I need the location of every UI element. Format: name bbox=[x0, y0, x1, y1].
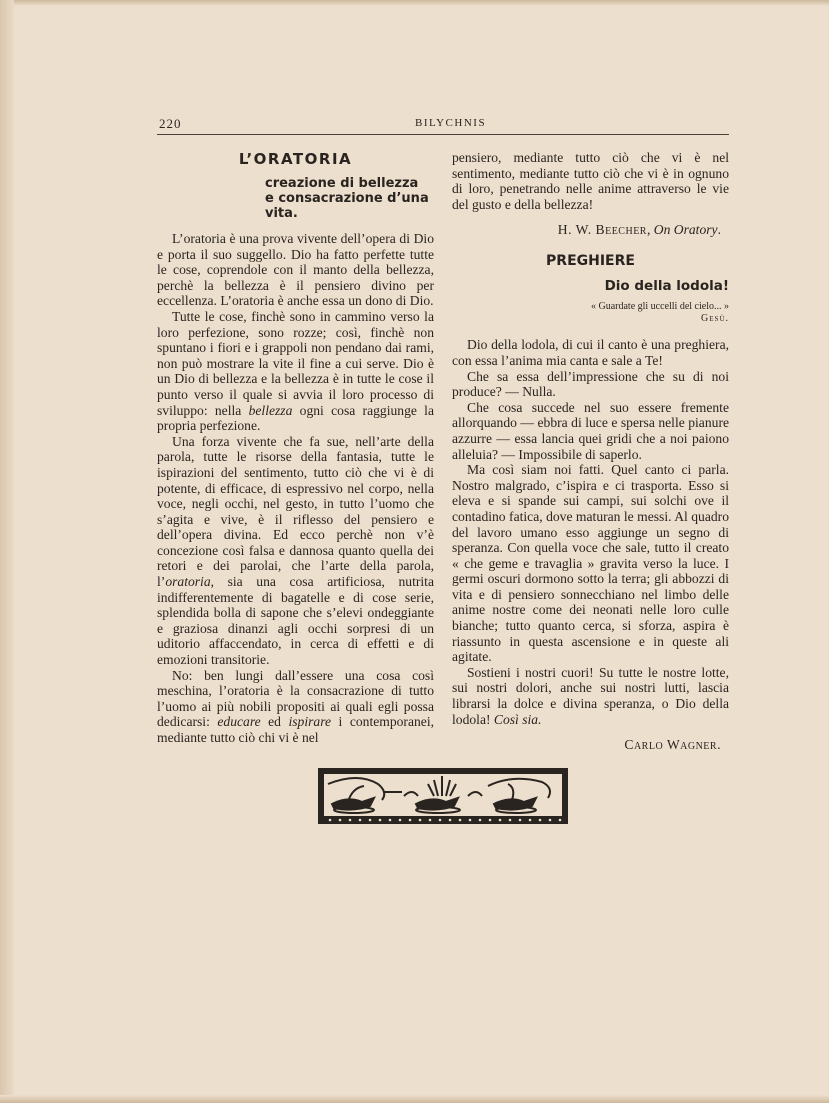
prayer-paragraph-5-emphasis: Così sia. bbox=[493, 711, 542, 727]
prayer-paragraph-1: Dio della lodola, di cui il canto è una preghiera, con essa l’anima mia canta e sale a Te! bbox=[452, 337, 729, 368]
section-subheading: Dio della lodola! bbox=[604, 278, 729, 295]
page-edge-top bbox=[0, 0, 829, 6]
left-column bbox=[157, 150, 434, 746]
epigraph-author: Gesù. bbox=[701, 313, 729, 325]
paragraph-3 bbox=[157, 434, 434, 668]
paragraph-2 bbox=[157, 309, 434, 434]
prayer-paragraph-2: Che sa essa dell’impressione che su di noi produce? — Nulla. bbox=[452, 368, 729, 400]
paragraph-continuation: pensiero, mediante tutto ciò che vi è nel sentimento, mediante tutto ciò che vi è in ognuno di loro, penetrando nelle anime attraverso le vie del gusto e della bellezza! bbox=[452, 150, 729, 212]
paragraph-4-text-mid: ed bbox=[260, 714, 289, 730]
paragraph-4-text-a: No: ben lungi dall’essere una cosa così meschina, l’oratoria è la consacrazione di tutto l’uomo ai più nobili propositi ai quali egli possa dedicarsi: bbox=[157, 667, 434, 730]
paragraph-4-emphasis-2: ispirare bbox=[288, 714, 332, 730]
paragraph-3-text-b: , sia una cosa artificiosa, nutrita indifferentemente di bagatelle e di cose serie, splendida bolla di sapone che s’elevi ondeggiante e graziosa dinanzi agli occhi sorpresi di un uditorio affaccendato, in cerca di effetti e di emozioni transitorie. bbox=[157, 574, 434, 668]
signature-separator: , bbox=[646, 222, 654, 238]
running-title: BILYCHNIS bbox=[415, 117, 487, 129]
paragraph-2-emphasis: bellezza bbox=[248, 402, 293, 418]
section-heading: PREGHIERE bbox=[546, 253, 635, 270]
paragraph-4-emphasis-1: educare bbox=[217, 714, 261, 730]
article-subtitle bbox=[157, 176, 434, 221]
paragraph-3-text-a: Una forza vivente che fa sue, nell’arte della parola, tutte le risorse della fantasia, tutte le ispirazioni del sentimento, tutto ciò che vi è di potente, di efficace, di espressivo nel corpo, nella voce, negli occhi, nel gesto, in tutto l’uomo che s’agita e vive, è il riflesso del pensiero e dell’opera divina. Ed ecco perchè non v’è concezione così falsa e dannosa quanto quella dei retori e dei parolai, che l’arte della parola, l’ bbox=[157, 433, 434, 590]
paragraph-1: L’oratoria è una prova vivente dell’opera di Dio e porta il suo suggello. Dio ha fatto perfette tutte le cose, coprendole con il manto della bellezza, perchè la bellezza è il pensiero divino per eccellenza. L’oratoria è anche essa un dono di Dio. bbox=[157, 231, 434, 309]
prayer-paragraph-4: Ma così siam noi fatti. Quel canto ci parla. Nostro malgrado, c’ispira e ci trasporta. Esso si eleva e si spande sui campi, sui solchi ove il contadino fatica, dove maturan le messi. Al quadro del lavoro umano esso aggiunge un segno di speranza. Con quella voce che sale, tutto il creato « che geme e travaglia » gravita verso la luce. I germi oscuri dormono sotto la terra; gli abbozzi di vita e di pensiero sonnecchiano nel limbo delle anime nostre come dei neonati nelle loro culle bianche; tutto quanto cerca, si sforza, aspira è riassunto in questa ascensione e in queste ali agitate. bbox=[452, 462, 729, 665]
signature-name: H. W. Beecher bbox=[557, 222, 647, 238]
article-title: L’ORATORIA bbox=[238, 150, 353, 168]
paragraph-4-text-b: i contemporanei, mediante tutto ciò chi vi è nel bbox=[157, 714, 434, 745]
epigraph: « Guardate gli uccelli del cielo... » bbox=[590, 301, 729, 313]
page-header bbox=[157, 114, 729, 134]
header-rule bbox=[157, 134, 729, 135]
paragraph-2-text-a: Tutte le cose, finchè sono in cammino verso la loro perfezione, sono rozze; così, finchè non spuntano i fiori e i grappoli non pendano dai rami, non può mostrare la vite il fine a cui serve. Dio è un Dio di bellezza e la bellezza è in tutte le cose il punto verso il quale si avvia il loro processo di sviluppo: nella bbox=[157, 308, 434, 418]
paragraph-3-emphasis: oratoria bbox=[165, 574, 211, 590]
signature-end: . bbox=[717, 222, 721, 238]
paragraph-2-text-b: ogni cosa raggiunge la propria perfezione. bbox=[157, 402, 434, 434]
three-oil-lamps-ornament-icon bbox=[318, 766, 568, 826]
prayer-paragraph-3: Che cosa succede nel suo essere fremente allorquando — ebbra di luce e spersa nelle pianure azzurre — essa lancia quei gridi che a noi paiono alleluia? — Impossibile di saperlo. bbox=[452, 399, 729, 462]
page-edge-left bbox=[0, 0, 14, 1103]
signature-work: On Oratory bbox=[653, 222, 718, 238]
page-edge-bottom bbox=[0, 1095, 829, 1103]
page-number: 220 bbox=[159, 116, 182, 131]
signature-beecher bbox=[452, 222, 729, 238]
right-column bbox=[452, 150, 729, 753]
prayer-paragraph-5 bbox=[452, 665, 729, 727]
signature-wagner: Carlo Wagner. bbox=[624, 737, 721, 753]
subtitle-line-1: creazione di bellezza bbox=[265, 176, 419, 191]
prayer-paragraph-5-text: Sostieni i nostri cuori! Su tutte le nostre lotte, sui nostri dolori, anche sui nostri lutti, lascia librarsi la dolce e divina speranza, o Dio della lodola! bbox=[452, 664, 729, 727]
paragraph-4 bbox=[157, 668, 434, 746]
subtitle-line-2: e consacrazione d’una vita. bbox=[265, 191, 429, 221]
